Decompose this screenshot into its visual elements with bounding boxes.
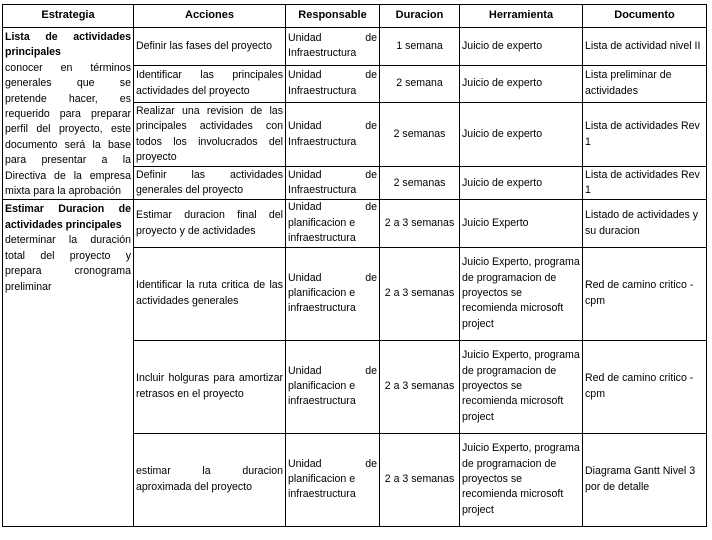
header-acciones: Acciones bbox=[134, 5, 286, 28]
duracion-cell: 2 semanas bbox=[380, 166, 460, 200]
responsable-word: Unidad bbox=[288, 120, 322, 133]
responsable-word: Unidad bbox=[288, 69, 322, 82]
strategy-title-line: Lista de actividades bbox=[5, 31, 131, 43]
strategy-cell bbox=[3, 28, 134, 200]
responsable-cell bbox=[286, 65, 380, 103]
responsable-word: Unidad bbox=[288, 364, 322, 377]
accion-cell: Definir las fases del proyecto bbox=[134, 28, 286, 66]
accion-cell: Definir las actividades generales del proyecto bbox=[134, 166, 286, 200]
strategy-description: determinar la duración total del proyecto y prepara cronograma preliminar bbox=[5, 234, 131, 293]
responsable-word: de bbox=[365, 31, 377, 44]
accion-cell: Realizar una revision de las principales actividades con todos los involucrados del proyecto bbox=[134, 103, 286, 167]
responsable-word: Infraestructura bbox=[288, 135, 357, 148]
strategy-table bbox=[2, 4, 707, 527]
responsable-word: Unidad bbox=[288, 271, 322, 284]
responsable-word: Unidad bbox=[288, 201, 322, 214]
duracion-cell: 2 a 3 semanas bbox=[380, 433, 460, 526]
responsable-word: de bbox=[365, 364, 377, 377]
accion-cell: estimar la duracion aproximada del proyecto bbox=[134, 433, 286, 526]
herramienta-cell: Juicio Experto bbox=[460, 200, 583, 247]
duracion-cell: 1 semana bbox=[380, 28, 460, 66]
duracion-cell: 2 semanas bbox=[380, 103, 460, 167]
responsable-word: Infraestructura bbox=[288, 47, 357, 60]
responsable-cell bbox=[286, 433, 380, 526]
responsable-word: de bbox=[365, 457, 377, 470]
table-row bbox=[3, 28, 707, 66]
documento-cell: Listado de actividades y su duracion bbox=[583, 200, 707, 247]
herramienta-cell: Juicio de experto bbox=[460, 65, 583, 103]
responsable-word: Unidad bbox=[288, 168, 322, 181]
documento-cell: Diagrama Gantt Nivel 3 por de detalle bbox=[583, 433, 707, 526]
responsable-word: de bbox=[365, 69, 377, 82]
herramienta-cell: Juicio Experto, programa de programacion de proyectos se recomienda microsoft project bbox=[460, 433, 583, 526]
strategy-title-line: Estimar Duracion de bbox=[5, 203, 131, 216]
responsable-cell bbox=[286, 247, 380, 340]
herramienta-cell: Juicio de experto bbox=[460, 28, 583, 66]
documento-cell: Red de camino critico - cpm bbox=[583, 340, 707, 433]
herramienta-cell: Juicio Experto, programa de programacion de proyectos se recomienda microsoft project bbox=[460, 340, 583, 433]
table-row bbox=[3, 200, 707, 247]
accion-cell: Identificar la ruta critica de las actividades generales bbox=[134, 247, 286, 340]
responsable-word: Unidad bbox=[288, 457, 322, 470]
responsable-word: planificacion e infraestructura bbox=[288, 379, 356, 408]
responsable-cell bbox=[286, 103, 380, 167]
responsable-word: Infraestructura bbox=[288, 84, 357, 97]
documento-cell: Red de camino critico - cpm bbox=[583, 247, 707, 340]
header-row bbox=[3, 5, 707, 28]
header-documento: Documento bbox=[583, 5, 707, 28]
responsable-word: de bbox=[365, 168, 377, 181]
header-estrategia: Estrategia bbox=[3, 5, 134, 28]
documento-cell: Lista de actividad nivel II bbox=[583, 28, 707, 66]
documento-cell: Lista de actividades Rev 1 bbox=[583, 103, 707, 167]
responsable-word: planificacion e infraestructura bbox=[288, 286, 356, 315]
duracion-cell: 2 a 3 semanas bbox=[380, 200, 460, 247]
header-herramienta: Herramienta bbox=[460, 5, 583, 28]
documento-cell: Lista preliminar de actividades bbox=[583, 65, 707, 103]
responsable-cell bbox=[286, 340, 380, 433]
documento-cell: Lista de actividades Rev 1 bbox=[583, 166, 707, 200]
responsable-word: de bbox=[365, 120, 377, 133]
responsable-cell bbox=[286, 200, 380, 247]
responsable-cell bbox=[286, 28, 380, 66]
duracion-cell: 2 a 3 semanas bbox=[380, 340, 460, 433]
responsable-word: Unidad bbox=[288, 31, 322, 44]
responsable-word: de bbox=[365, 201, 377, 214]
responsable-word: de bbox=[365, 271, 377, 284]
header-responsable: Responsable bbox=[286, 5, 380, 28]
accion-cell: Incluir holguras para amortizar retrasos en el proyecto bbox=[134, 340, 286, 433]
strategy-title-line: principales bbox=[5, 46, 61, 59]
herramienta-cell: Juicio Experto, programa de programacion de proyectos se recomienda microsoft project bbox=[460, 247, 583, 340]
herramienta-cell: Juicio de experto bbox=[460, 166, 583, 200]
duracion-cell: 2 semana bbox=[380, 65, 460, 103]
herramienta-cell: Juicio de experto bbox=[460, 103, 583, 167]
strategy-cell bbox=[3, 200, 134, 526]
strategy-description: conocer en términos generales que se pretende hacer, es requerido para preparar perfil del proyecto, este documento será la base para presentar a la Directiva de la empresa mixta para la aprobación bbox=[5, 61, 131, 198]
responsable-word: planificacion e infraestructura bbox=[288, 216, 356, 245]
responsable-word: Infraestructura bbox=[288, 184, 357, 197]
responsable-word: planificacion e infraestructura bbox=[288, 472, 356, 501]
accion-cell: Estimar duracion final del proyecto y de actividades bbox=[134, 200, 286, 247]
accion-cell: Identificar las principales actividades del proyecto bbox=[134, 65, 286, 103]
strategy-title-line: actividades principales bbox=[5, 218, 122, 231]
header-duracion: Duracion bbox=[380, 5, 460, 28]
responsable-cell bbox=[286, 166, 380, 200]
duracion-cell: 2 a 3 semanas bbox=[380, 247, 460, 340]
